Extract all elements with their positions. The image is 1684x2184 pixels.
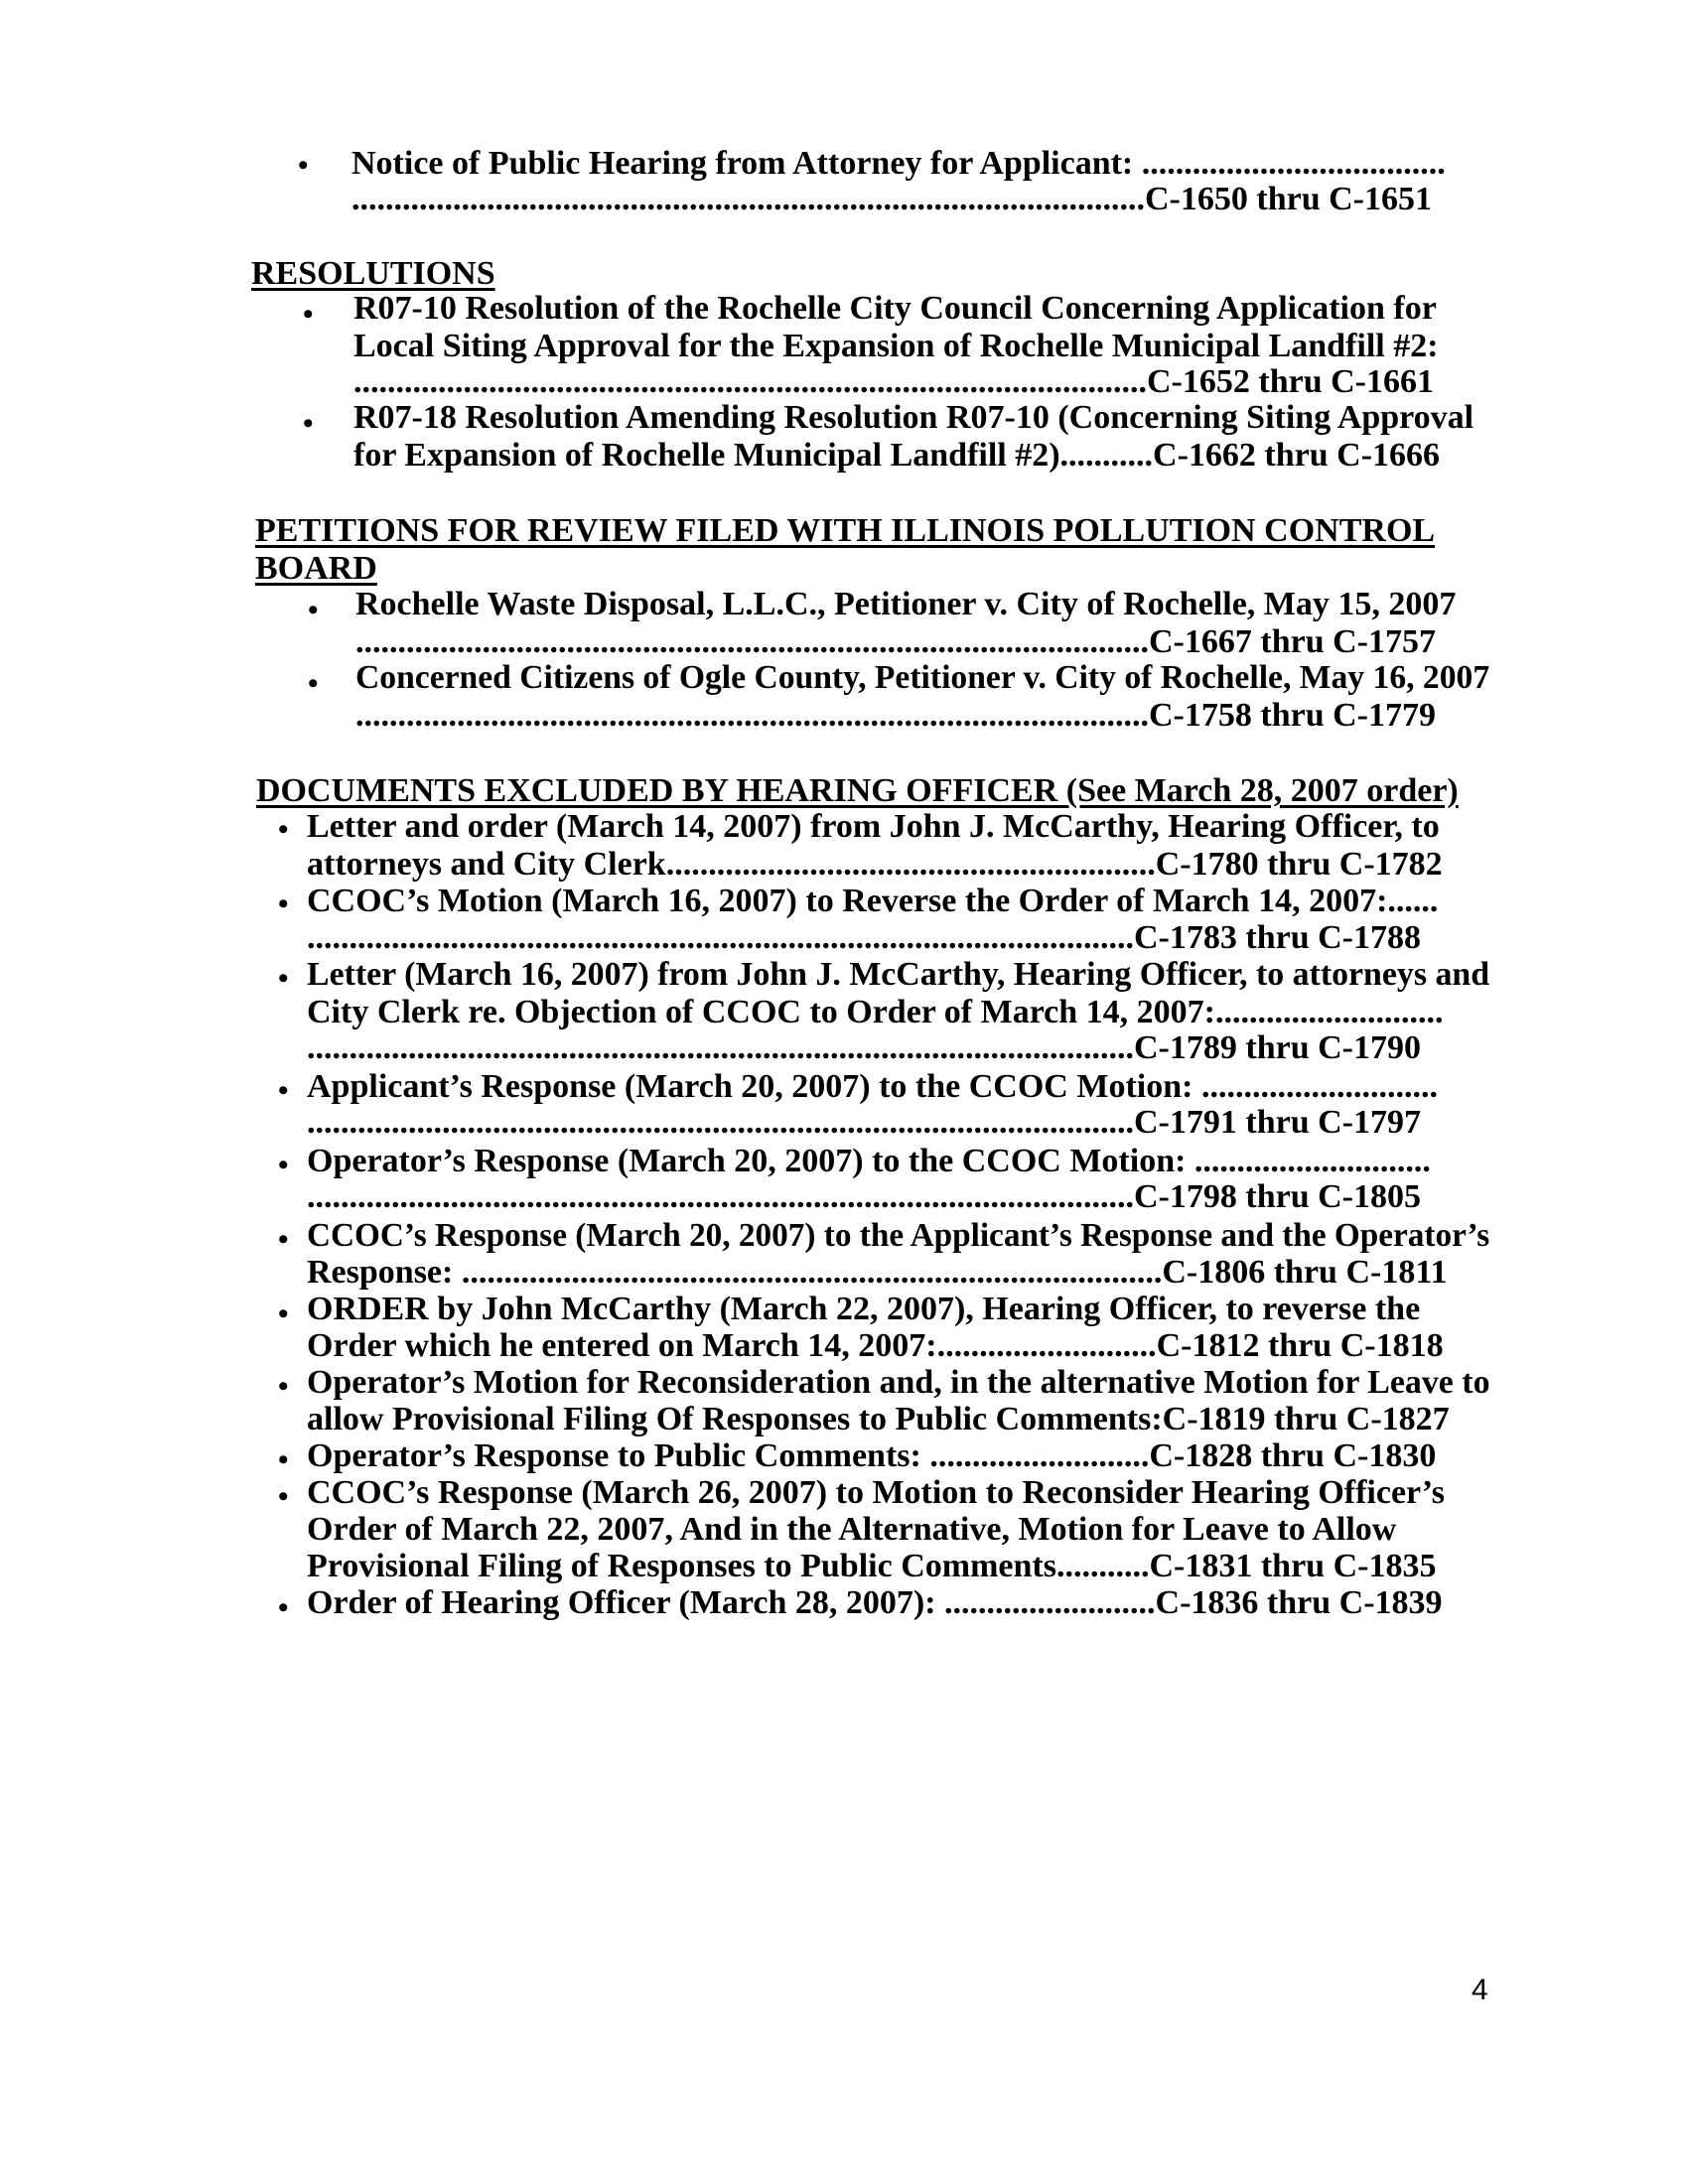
list-item-line: Letter (March 16, 2007) from John J. McCarthy, Hearing Officer, to attorneys and <box>307 956 1490 993</box>
section-heading-petitions: PETITIONS FOR REVIEW FILED WITH ILLINOIS POLLUTION CONTROL <box>255 512 1436 549</box>
bullet-icon: • <box>278 1443 289 1476</box>
bullet-icon: • <box>298 149 309 182</box>
bullet-icon: • <box>278 1370 289 1403</box>
list-item-line: attorneys and City Clerk..........................................................C-1780 thru C-1782 <box>307 846 1443 883</box>
bullet-icon: • <box>278 1223 289 1256</box>
list-item-line: ..................................................................................................C-1783 thru C-1788 <box>307 919 1421 956</box>
list-item-line: ..............................................................................................C-1652 thru C-1661 <box>353 363 1434 400</box>
section-heading-petitions-cont: BOARD <box>255 550 377 587</box>
notice-line: Notice of Public Hearing from Attorney for Applicant: .................................... <box>351 145 1446 182</box>
list-item-line: City Clerk re. Objection of CCOC to Order of March 14, 2007:........................... <box>307 994 1444 1030</box>
list-item-line: ..................................................................................................C-1791 thru C-1797 <box>307 1104 1421 1141</box>
notice-line: ..............................................................................................C-1650 thru C-1651 <box>351 181 1432 217</box>
list-item-line: Operator’s Response to Public Comments: ..........................C-1828 thru C-1830 <box>307 1437 1437 1474</box>
list-item-line: R07-18 Resolution Amending Resolution R07-10 (Concerning Siting Approval <box>353 399 1474 436</box>
bullet-icon: • <box>278 1149 289 1181</box>
bullet-icon: • <box>278 1297 289 1330</box>
list-item-line: ..................................................................................................C-1789 thru C-1790 <box>307 1029 1421 1066</box>
bullet-icon: • <box>278 887 289 920</box>
bullet-icon: • <box>278 1480 289 1513</box>
list-item-line: Operator’s Response (March 20, 2007) to the CCOC Motion: ............................ <box>307 1143 1431 1179</box>
list-item-line: for Expansion of Rochelle Municipal Landfill #2)...........C-1662 thru C-1666 <box>353 437 1441 474</box>
list-item-line: Rochelle Waste Disposal, L.L.C., Petitioner v. City of Rochelle, May 15, 2007 <box>355 586 1457 622</box>
section-heading-excluded: DOCUMENTS EXCLUDED BY HEARING OFFICER (See March 28, 2007 order) <box>256 772 1459 809</box>
list-item-line: Order of Hearing Officer (March 28, 2007): .........................C-1836 thru C-1839 <box>307 1584 1443 1621</box>
section-heading-resolutions: RESOLUTIONS <box>251 255 495 292</box>
bullet-icon: • <box>308 667 319 700</box>
list-item-line: CCOC’s Response (March 26, 2007) to Motion to Reconsider Hearing Officer’s <box>307 1474 1446 1511</box>
bullet-icon: • <box>278 1591 289 1624</box>
list-item-line: R07-10 Resolution of the Rochelle City Council Concerning Application for <box>353 290 1437 327</box>
bullet-icon: • <box>303 407 314 440</box>
list-item-line: allow Provisional Filing Of Responses to Public Comments:C-1819 thru C-1827 <box>307 1401 1450 1437</box>
list-item-line: CCOC’s Response (March 20, 2007) to the Applicant’s Response and the Operator’s <box>307 1217 1490 1254</box>
page-number: 4 <box>1472 1974 1488 2006</box>
list-item-line: Provisional Filing of Responses to Public Comments...........C-1831 thru C-1835 <box>307 1548 1437 1584</box>
list-item-line: ..............................................................................................C-1758 thru C-1779 <box>355 697 1436 734</box>
list-item-line: Order which he entered on March 14, 2007:..........................C-1812 thru C-1818 <box>307 1327 1444 1364</box>
list-item-line: Applicant’s Response (March 20, 2007) to the CCOC Motion: ............................ <box>307 1068 1438 1105</box>
list-item-line: Operator’s Motion for Reconsideration and, in the alternative Motion for Leave to <box>307 1364 1490 1401</box>
list-item-line: ..............................................................................................C-1667 thru C-1757 <box>355 623 1436 660</box>
list-item-line: Letter and order (March 14, 2007) from John J. McCarthy, Hearing Officer, to <box>307 808 1440 845</box>
list-item-line: CCOC’s Motion (March 16, 2007) to Reverse the Order of March 14, 2007:...... <box>307 883 1439 919</box>
bullet-icon: • <box>278 1074 289 1107</box>
bullet-icon: • <box>278 962 289 995</box>
bullet-icon: • <box>303 298 314 331</box>
bullet-icon: • <box>278 813 289 846</box>
list-item-line: Order of March 22, 2007, And in the Alternative, Motion for Leave to Allow <box>307 1511 1397 1548</box>
bullet-icon: • <box>308 594 319 626</box>
list-item-line: ORDER by John McCarthy (March 22, 2007), Hearing Officer, to reverse the <box>307 1291 1421 1327</box>
list-item-line: ..................................................................................................C-1798 thru C-1805 <box>307 1178 1421 1215</box>
list-item-line: Local Siting Approval for the Expansion of Rochelle Municipal Landfill #2: <box>353 328 1439 364</box>
list-item-line: Response: ...................................................................................C-1806 thru C-1811 <box>307 1254 1448 1291</box>
list-item-line: Concerned Citizens of Ogle County, Petitioner v. City of Rochelle, May 16, 2007 <box>355 659 1490 696</box>
